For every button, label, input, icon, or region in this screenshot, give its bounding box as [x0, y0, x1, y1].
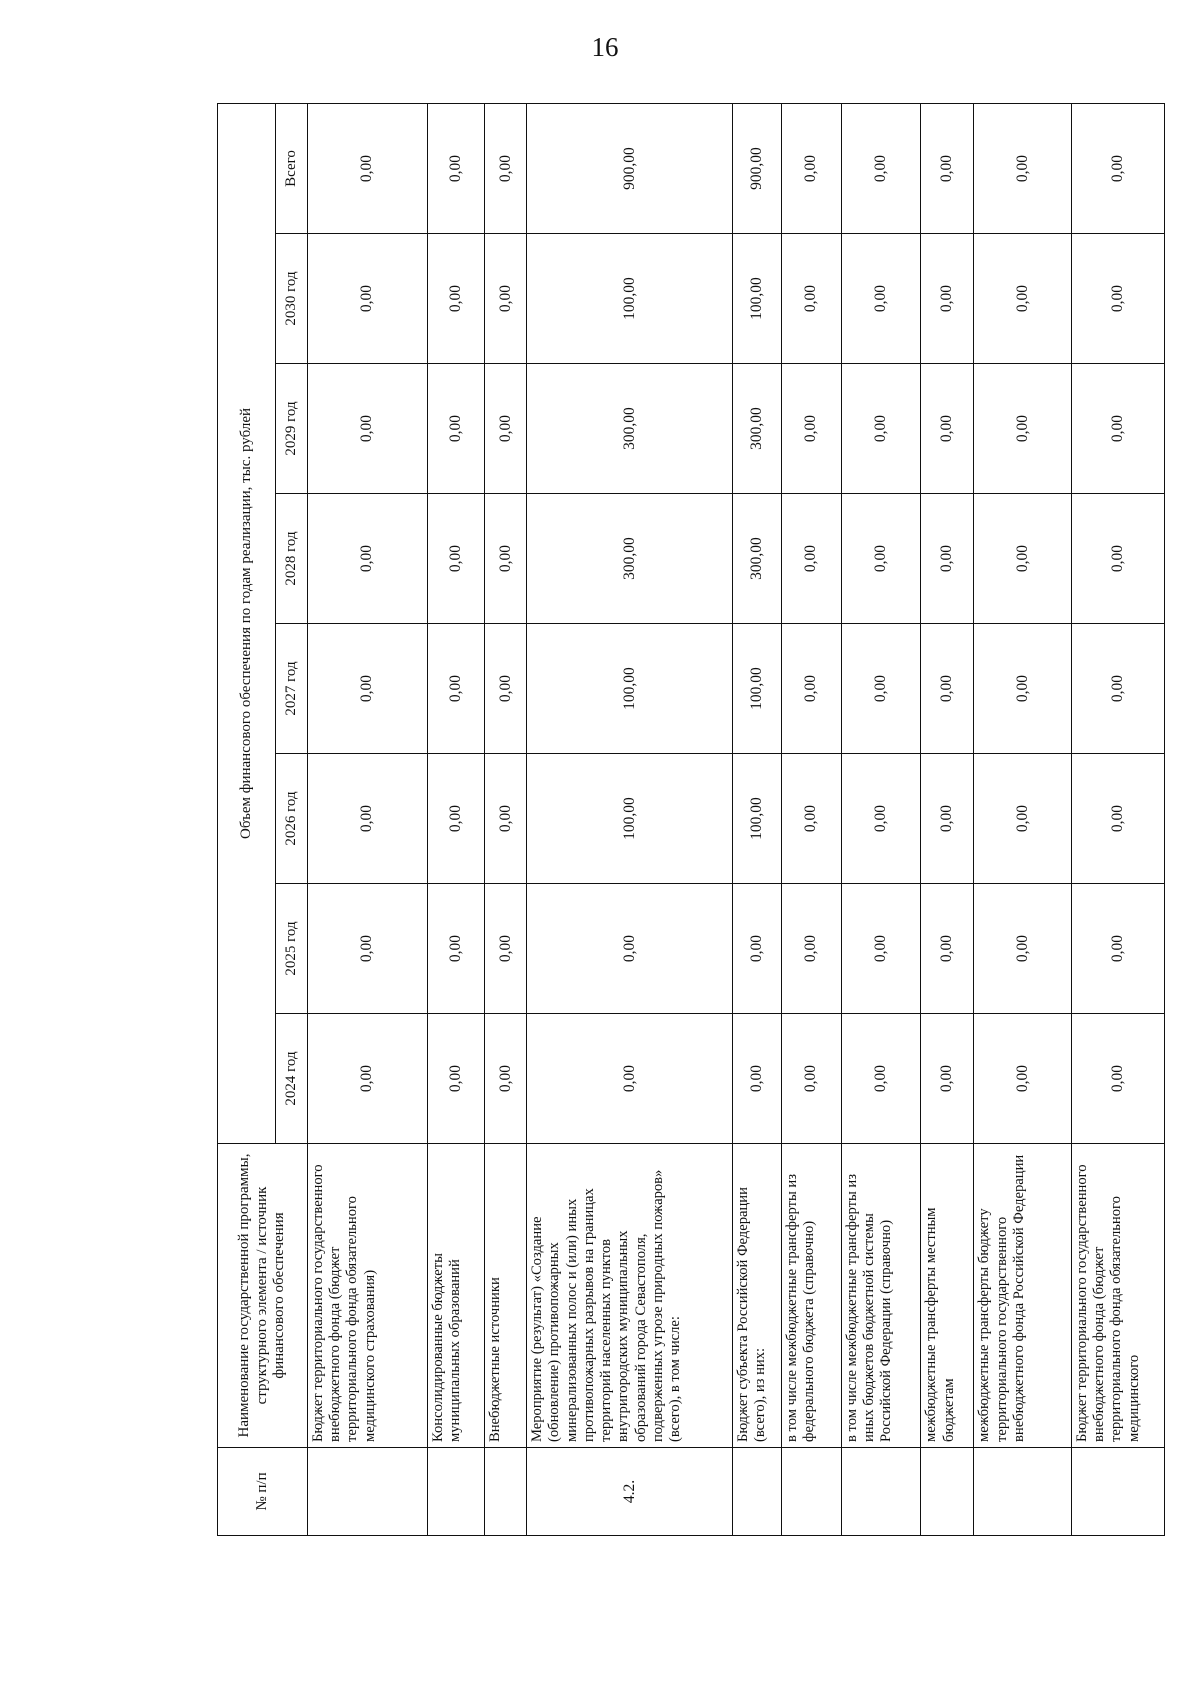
year-value-cell: 0,00 [841, 1014, 921, 1144]
total-value-cell: 900,00 [527, 103, 733, 233]
header-year: 2028 год [276, 494, 308, 624]
year-value-cell: 100,00 [733, 754, 782, 884]
row-name-cell: Внебюджетные источники [485, 1144, 527, 1448]
total-value-cell: 0,00 [921, 103, 974, 233]
row-number-cell [841, 1448, 921, 1536]
year-value-cell: 0,00 [921, 494, 974, 624]
year-value-cell: 0,00 [841, 624, 921, 754]
total-value-cell: 0,00 [781, 103, 841, 233]
year-value-cell: 300,00 [733, 364, 782, 494]
year-value-cell: 0,00 [527, 1014, 733, 1144]
year-value-cell: 0,00 [1071, 234, 1164, 364]
year-value-cell: 100,00 [733, 624, 782, 754]
table-row [308, 103, 428, 1535]
year-value-cell: 0,00 [427, 364, 485, 494]
header-year: 2030 год [276, 234, 308, 364]
year-value-cell: 0,00 [308, 754, 428, 884]
year-value-cell: 0,00 [485, 884, 527, 1014]
year-value-cell: 0,00 [974, 624, 1071, 754]
year-value-cell: 0,00 [527, 884, 733, 1014]
row-number-cell [974, 1448, 1071, 1536]
year-value-cell: 0,00 [485, 1014, 527, 1144]
row-number-cell: 4.2. [527, 1448, 733, 1536]
header-year: 2025 год [276, 884, 308, 1014]
row-name-cell: Бюджет территориального государственного внебюджетного фонда (бюджет территориального фонда обязательного медицинского страхования) [308, 1144, 428, 1448]
year-value-cell: 0,00 [781, 234, 841, 364]
year-value-cell: 100,00 [527, 624, 733, 754]
table-row [485, 103, 527, 1535]
table-row [527, 103, 733, 1535]
year-value-cell: 0,00 [733, 1014, 782, 1144]
year-value-cell: 0,00 [427, 624, 485, 754]
year-value-cell: 0,00 [974, 494, 1071, 624]
year-value-cell: 0,00 [485, 624, 527, 754]
year-value-cell: 0,00 [974, 754, 1071, 884]
year-value-cell: 0,00 [427, 884, 485, 1014]
table-row [921, 103, 974, 1535]
year-value-cell: 0,00 [921, 754, 974, 884]
header-year: 2026 год [276, 754, 308, 884]
row-name-cell: Бюджет территориального государственного внебюджетного фонда (бюджет территориального фонда обязательного медицинского [1071, 1144, 1164, 1448]
year-value-cell: 0,00 [308, 234, 428, 364]
row-name-cell: межбюджетные трансферты бюджету территориального государственного внебюджетного фонда Российской Федерации [974, 1144, 1071, 1448]
table-row [1071, 103, 1164, 1535]
total-value-cell: 0,00 [427, 103, 485, 233]
year-value-cell: 100,00 [527, 234, 733, 364]
year-value-cell: 0,00 [308, 884, 428, 1014]
year-value-cell: 0,00 [427, 494, 485, 624]
year-value-cell: 0,00 [733, 884, 782, 1014]
rotated-table-wrapper [217, 104, 1165, 1536]
row-number-cell [781, 1448, 841, 1536]
year-value-cell: 0,00 [485, 754, 527, 884]
year-value-cell: 0,00 [1071, 754, 1164, 884]
financing-table [217, 103, 1165, 1536]
row-name-cell: в том числе межбюджетные трансферты из иных бюджетов бюджетной системы Российской Федерации (справочно) [841, 1144, 921, 1448]
year-value-cell: 0,00 [921, 364, 974, 494]
year-value-cell: 0,00 [781, 884, 841, 1014]
table-row [733, 103, 782, 1535]
header-year: 2027 год [276, 624, 308, 754]
table-row [781, 103, 841, 1535]
year-value-cell: 0,00 [974, 1014, 1071, 1144]
page-number: 16 [591, 32, 619, 62]
year-value-cell: 0,00 [308, 1014, 428, 1144]
header-year: 2024 год [276, 1014, 308, 1144]
year-value-cell: 100,00 [527, 754, 733, 884]
row-number-cell [308, 1448, 428, 1536]
header-row-1 [218, 103, 276, 1535]
year-value-cell: 0,00 [781, 1014, 841, 1144]
year-value-cell: 300,00 [527, 364, 733, 494]
year-value-cell: 100,00 [733, 234, 782, 364]
year-value-cell: 0,00 [781, 624, 841, 754]
year-value-cell: 0,00 [841, 234, 921, 364]
row-name-cell: в том числе межбюджетные трансферты из федерального бюджета (справочно) [781, 1144, 841, 1448]
year-value-cell: 0,00 [781, 494, 841, 624]
row-number-cell [921, 1448, 974, 1536]
table-body [308, 103, 1165, 1535]
total-value-cell: 0,00 [974, 103, 1071, 233]
year-value-cell: 0,00 [308, 364, 428, 494]
header-num: № п/п [218, 1448, 308, 1536]
year-value-cell: 0,00 [1071, 1014, 1164, 1144]
row-number-cell [485, 1448, 527, 1536]
year-value-cell: 0,00 [427, 754, 485, 884]
total-value-cell: 0,00 [308, 103, 428, 233]
year-value-cell: 0,00 [427, 234, 485, 364]
header-total: Всего [276, 103, 308, 233]
year-value-cell: 300,00 [527, 494, 733, 624]
year-value-cell: 0,00 [974, 884, 1071, 1014]
table-row [974, 103, 1071, 1535]
year-value-cell: 0,00 [485, 234, 527, 364]
year-value-cell: 0,00 [841, 884, 921, 1014]
year-value-cell: 0,00 [841, 364, 921, 494]
year-value-cell: 0,00 [921, 624, 974, 754]
year-value-cell: 0,00 [1071, 884, 1164, 1014]
year-value-cell: 0,00 [485, 364, 527, 494]
row-name-cell: Мероприятие (результат) «Создание (обновление) противопожарных минерализованных полос и (или) иных противопожарных разрывов на границах территорий населенных пунктов внутригородских муниципальных образований города Севастополя, подверженных угрозе природных пожаров» (всего), в том числе: [527, 1144, 733, 1448]
table-row [841, 103, 921, 1535]
year-value-cell: 0,00 [974, 234, 1071, 364]
year-value-cell: 0,00 [974, 364, 1071, 494]
year-value-cell: 0,00 [308, 494, 428, 624]
total-value-cell: 0,00 [485, 103, 527, 233]
total-value-cell: 900,00 [733, 103, 782, 233]
year-value-cell: 0,00 [1071, 494, 1164, 624]
row-number-cell [427, 1448, 485, 1536]
year-value-cell: 300,00 [733, 494, 782, 624]
row-name-cell: Консолидированные бюджеты муниципальных образований [427, 1144, 485, 1448]
header-name: Наименование государственной программы, структурного элемента / источник финансового обеспечения [218, 1144, 308, 1448]
year-value-cell: 0,00 [308, 624, 428, 754]
header-group-title: Объем финансового обеспечения по годам реализации, тыс. рублей [218, 103, 276, 1143]
total-value-cell: 0,00 [1071, 103, 1164, 233]
table-row [427, 103, 485, 1535]
year-value-cell: 0,00 [1071, 364, 1164, 494]
year-value-cell: 0,00 [921, 1014, 974, 1144]
row-number-cell [1071, 1448, 1164, 1536]
year-value-cell: 0,00 [921, 884, 974, 1014]
year-value-cell: 0,00 [781, 364, 841, 494]
year-value-cell: 0,00 [781, 754, 841, 884]
row-number-cell [733, 1448, 782, 1536]
year-value-cell: 0,00 [921, 234, 974, 364]
header-year: 2029 год [276, 364, 308, 494]
year-value-cell: 0,00 [427, 1014, 485, 1144]
year-value-cell: 0,00 [1071, 624, 1164, 754]
row-name-cell: Бюджет субъекта Российской Федерации (всего), из них: [733, 1144, 782, 1448]
row-name-cell: межбюджетные трансферты местным бюджетам [921, 1144, 974, 1448]
year-value-cell: 0,00 [485, 494, 527, 624]
year-value-cell: 0,00 [841, 754, 921, 884]
total-value-cell: 0,00 [841, 103, 921, 233]
year-value-cell: 0,00 [841, 494, 921, 624]
